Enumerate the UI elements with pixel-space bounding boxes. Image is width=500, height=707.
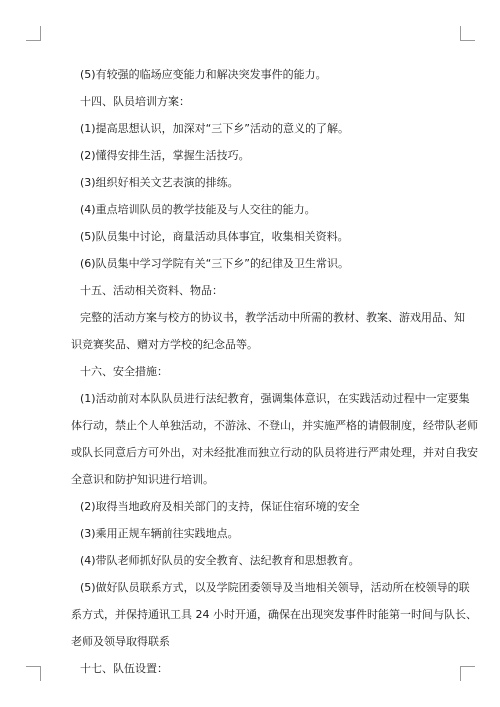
section-heading: 十六、安全措施： [80,365,168,378]
list-item: (2)懂得安排生活，掌握生活技巧。 [80,149,250,162]
crop-mark-bottom-right [460,666,475,681]
paragraph-line: 识竞赛奖品、赠对方学校的纪念品等。 [71,338,258,351]
list-item: (5)有较强的临场应变能力和解决突发事件的能力。 [80,68,327,81]
paragraph-line: (1)活动前对本队队员进行法纪教育，强调集体意识，在实践活动过程中一定要集 [80,392,470,405]
paragraph-line: 完整的活动方案与校方的协议书，教学活动中所需的教材、教案、游戏用品、知 [80,311,465,324]
list-item: (4)带队老师抓好队员的安全教育、法纪教育和思想教育。 [80,554,360,567]
list-item: (2)取得当地政府及相关部门的支持，保证住宿环境的安全 [80,500,360,513]
crop-mark-top-right [460,26,475,41]
paragraph-line: (5)做好队员联系方式，以及学院团委领导及当地相关领导，活动所在校领导的联 [80,581,470,594]
section-heading: 十五、活动相关资料、物品： [80,284,223,297]
crop-mark-top-left [26,26,41,41]
paragraph-line: 或队长同意后方可外出，对未经批准而独立行动的队员将进行严肃处理，并对自我安 [71,446,478,459]
list-item: (4)重点培训队员的教学技能及与人交往的能力。 [80,203,316,216]
paragraph-line: 全意识和防护知识进行培训。 [71,473,214,486]
list-item: (3)乘用正规车辆前往实践地点。 [80,527,239,540]
section-heading: 十四、队员培训方案： [80,95,190,108]
paragraph-line: 老师及领导取得联系 [71,635,170,648]
list-item: (3)组织好相关文艺表演的排练。 [80,176,239,189]
crop-mark-bottom-left [26,666,41,681]
list-item: (6)队员集中学习学院有关“三下乡”的纪律及卫生常识。 [80,257,349,270]
section-heading: 十七、队伍设置： [80,662,168,675]
list-item: (5)队员集中讨论，商量活动具体事宜，收集相关资料。 [80,230,349,243]
document-body [71,62,478,676]
paragraph-line: 系方式，并保持通讯工具 24 小时开通，确保在出现突发事件时能第一时间与队长、 [71,608,477,621]
list-item: (1)提高思想认识，加深对“三下乡”活动的意义的了解。 [80,122,349,135]
paragraph-line: 体行动，禁止个人单独活动，不游泳、不登山，并实施严格的请假制度，经带队老师 [71,419,478,432]
